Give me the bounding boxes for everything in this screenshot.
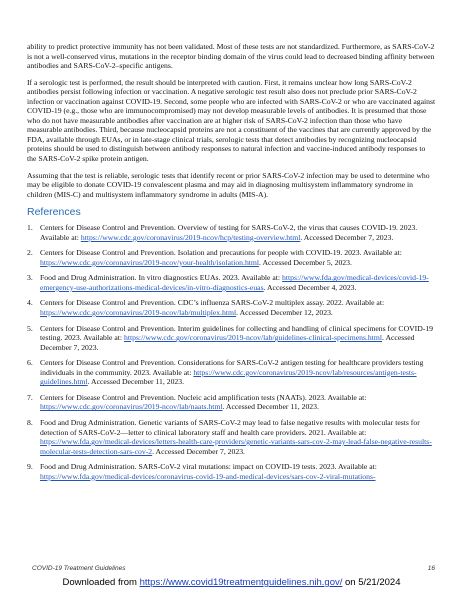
reference-item [27, 298, 436, 317]
download-link[interactable]: https://www.covid19treatmentguidelines.nih.gov/ [139, 577, 343, 588]
reference-link[interactable]: https://www.cdc.gov/coronavirus/2019-ncov/hcp/testing-overview.html [80, 232, 301, 242]
reference-number: 8. [27, 417, 33, 427]
document-body [27, 42, 436, 487]
reference-text: Centers for Disease Control and Prevention. Considerations for SARS-CoV-2 antigen testing for healthcare providers testing individuals in the community. 2023. Available at: [40, 358, 424, 377]
reference-item [27, 248, 436, 267]
reference-number: 5. [27, 323, 33, 333]
reference-number: 4. [27, 298, 33, 308]
reference-number: 2. [27, 248, 33, 258]
paragraph-3: Assuming that the test is reliable, serologic tests that identify recent or prior SARS-CoV-2 infection may be used to determine who may be eligible to donate COVID-19 convalescent plasma and may aid in diagnosing multisystem inflammatory syndrome in children (MIS-C) and multisystem inflammatory syndrome in adults (MIS-A). [27, 170, 430, 199]
reference-item [27, 223, 436, 242]
reference-accessed: . Accessed December 4, 2023. [263, 282, 357, 292]
reference-link[interactable]: https://www.cdc.gov/coronavirus/2019-ncov/lab/naats.html [40, 402, 223, 412]
reference-accessed: . Accessed December 11, 2023. [87, 377, 185, 387]
reference-link[interactable]: https://www.fda.gov/medical-devices/letters-health-care-providers/genetic-variants-sars-cov-2-may-lead-false-negative-results-molecular-tests-detection-sars-cov-2 [40, 437, 432, 456]
reference-number: 7. [27, 392, 33, 402]
reference-link[interactable]: https://www.cdc.gov/coronavirus/2019-ncov/lab/multiplex.html [40, 308, 237, 318]
reference-item [27, 418, 436, 456]
reference-item [27, 324, 436, 353]
reference-accessed: . Accessed December 11, 2023. [222, 402, 319, 412]
reference-link[interactable]: https://www.cdc.gov/coronavirus/2019-ncov/your-health/isolation.html [40, 257, 260, 267]
reference-accessed: . Accessed December 7, 2023. [300, 232, 394, 242]
reference-text: Centers for Disease Control and Prevention. Overview of testing for SARS-CoV-2, the virus that causes COVID-19. 2023. Available at: [40, 223, 418, 242]
reference-accessed: . Accessed December 7, 2023. [152, 446, 245, 456]
reference-text: Centers for Disease Control and Prevention. Interim guidelines for collecting and handling of clinical specimens for COVID-19 testing. 2023. Available at: [40, 323, 434, 343]
reference-text: Food and Drug Administration. Genetic variants of SARS-CoV-2 may lead to false negative results with molecular tests for detection of SARS-CoV-2—letter to clinical laboratory staff and health care providers. 2021. Available at: [40, 417, 420, 437]
references-list [27, 223, 436, 481]
reference-text: Centers for Disease Control and Prevention. Nucleic acid amplification tests (NAATs). 2023. Available at: [40, 392, 367, 402]
download-notice [0, 577, 463, 588]
reference-number: 3. [27, 273, 33, 283]
reference-link[interactable]: https://www.fda.gov/medical-devices/coronavirus-covid-19-and-medical-devices/sars-cov-2-viral-mutations- [40, 471, 376, 481]
reference-item [27, 462, 436, 481]
reference-text: Food and Drug Administration. In vitro diagnostics EUAs. 2023. Available at: [40, 273, 282, 283]
paragraph-1: ability to predict protective immunity has not been validated. Most of these tests are not standardized. Furthermore, as SARS-CoV-2 is not a well-conserved virus, mutations in the receptor binding domain of the virus could lead to decreased binding affinity between antibodies and SARS-CoV-2–specific antigens. [27, 42, 435, 71]
reference-accessed: . Accessed December 7, 2023. [40, 333, 415, 352]
reference-item [27, 358, 436, 387]
reference-item [27, 273, 436, 292]
reference-item [27, 393, 436, 412]
reference-link[interactable]: https://www.cdc.gov/coronavirus/2019-ncov/lab/guidelines-clinical-specimens.html [123, 333, 383, 343]
reference-accessed: . Accessed December 5, 2023. [259, 257, 352, 267]
download-date: on 5/21/2024 [345, 577, 401, 588]
download-prefix: Downloaded from [62, 577, 137, 588]
references-heading: References [27, 206, 81, 219]
reference-text: Centers for Disease Control and Prevention. Isolation and precautions for people with COVID-19. 2023. Available at: [40, 248, 402, 258]
reference-link[interactable]: https://www.cdc.gov/coronavirus/2019-ncov/lab/resources/antigen-tests-guidelines.html [40, 367, 417, 387]
paragraph-2: If a serologic test is performed, the result should be interpreted with caution. First, it remains unclear how long SARS-CoV-2 antibodies persist following infection or vaccination. A negative serologic test result also does not preclude prior SARS-CoV-2 infection or vaccination against COVID-19. Second, some people who are infected with SARS-CoV-2 or who are vaccinated against COVID-19 (e.g., those who are immunocompromised) may not develop measurable levels of antibodies. It is presumed that those who do not have measurable antibodies after vaccination are at higher risk of SARS-CoV-2 infection than those who have measurable antibodies. Third, because nucleocapsid proteins are not a constituent of the vaccines that are currently approved by the FDA, available through EUAs, or in late-stage clinical trials, serologic tests that detect antibodies by recognizing nucleocapsid proteins should be used to distinguish between antibody responses to natural infection and vaccine-induced antibody responses to the SARS-CoV-2 spike protein antigen. [27, 77, 436, 164]
footer-guidelines-title: COVID-19 Treatment Guidelines [32, 565, 126, 572]
reference-number: 9. [27, 462, 33, 472]
reference-link[interactable]: https://www.fda.gov/medical-devices/covid-19-emergency-use-authorizations-medical-devices/in-vitro-diagnostics-euas [40, 273, 429, 292]
reference-number: 6. [27, 358, 33, 368]
reference-text: Centers for Disease Control and Prevention. CDC’s influenza SARS-CoV-2 multiplex assay. 2022. Available at: [40, 298, 385, 308]
reference-number: 1. [27, 223, 33, 233]
reference-text: Food and Drug Administration. SARS-CoV-2 viral mutations: impact on COVID-19 tests. 2023. Available at: [40, 462, 377, 472]
reference-accessed: . Accessed December 12, 2023. [236, 308, 333, 318]
footer-page-number: 16 [427, 565, 435, 572]
